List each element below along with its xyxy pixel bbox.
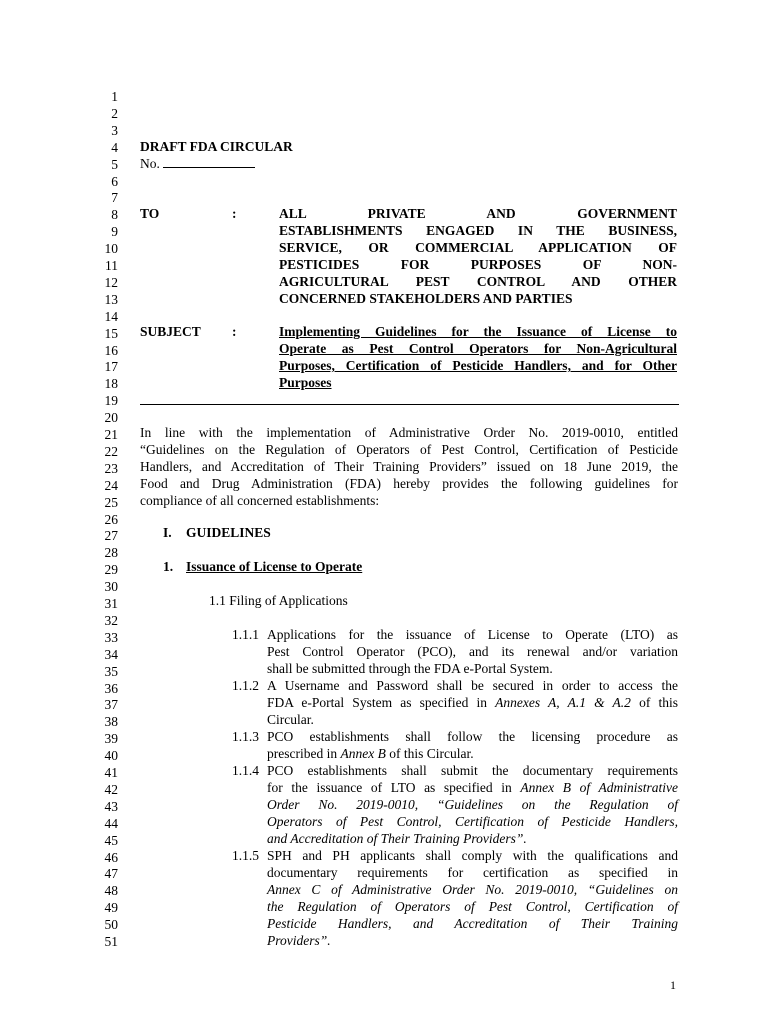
line-number: 10 <box>104 241 118 257</box>
line-number: 44 <box>104 815 118 831</box>
subject-line: Purposes, Certification of Pesticide Handlers, and for Other <box>279 358 677 373</box>
item-line <box>267 694 678 711</box>
intro-line: Handlers, and Accreditation of Their Training Providers” issued on 18 June 2019, the <box>140 459 678 474</box>
item-line: SPH and PH applicants shall comply with the qualifications and <box>267 848 678 863</box>
item-text: of this Circular. <box>385 746 474 761</box>
item-1-1-3-text <box>267 728 678 762</box>
addressee-line: ESTABLISHMENTS ENGAGED IN THE BUSINESS, <box>279 223 677 238</box>
item-line: Operators of Pest Control, Certification of Pesticide Handlers, <box>267 814 678 829</box>
line-number: 14 <box>104 308 118 324</box>
intro-line: “Guidelines on the Regulation of Operators of Pest Control, Certification of Pesticide <box>140 442 678 457</box>
circular-title: DRAFT FDA CIRCULAR <box>140 139 293 154</box>
item-number: 1.1.4 <box>232 763 259 778</box>
item-line: Pesticide Handlers, and Accreditation of Their Training <box>267 916 678 931</box>
item-line: documentary requirements for certification as specified in <box>267 865 678 880</box>
item-line: the Regulation of Operators of Pest Control, Certification of <box>267 899 678 914</box>
item-line: PCO establishments shall follow the licensing procedure as <box>267 729 678 744</box>
line-number: 21 <box>104 427 118 442</box>
item-line: and Accreditation of Their Training Providers”. <box>267 831 527 846</box>
line-number: 28 <box>104 545 118 561</box>
subject-colon: : <box>232 324 237 339</box>
line-number: 26 <box>104 511 118 527</box>
item-line: Circular. <box>267 712 314 727</box>
section-heading: GUIDELINES <box>186 525 271 540</box>
item-line: Order No. 2019-0010, “Guidelines on the Regulation of <box>267 797 678 812</box>
line-number: 13 <box>104 291 118 307</box>
line-number: 40 <box>104 748 118 764</box>
line-number: 34 <box>104 646 118 662</box>
annex-reference: Annex B of Administrative <box>520 780 678 795</box>
line-number: 37 <box>104 697 118 713</box>
line-number: 48 <box>104 883 118 899</box>
circular-number-label: No. <box>140 156 160 171</box>
subject-line: Implementing Guidelines for the Issuance of License to <box>279 324 677 339</box>
subject-label: SUBJECT <box>140 324 201 339</box>
line-number: 8 <box>111 207 118 223</box>
line-number: 5 <box>111 156 118 172</box>
line-number: 35 <box>104 663 118 679</box>
line-number: 24 <box>104 477 118 493</box>
line-number: 23 <box>104 460 118 476</box>
line-number: 50 <box>104 917 118 933</box>
line-number: 41 <box>104 765 118 780</box>
item-1-1-4-text <box>267 762 678 847</box>
line-number: 19 <box>104 393 118 409</box>
line-number: 51 <box>104 934 118 949</box>
line-number: 2 <box>111 105 118 121</box>
line-number: 3 <box>111 122 118 138</box>
circular-number <box>140 155 255 172</box>
intro-line: Food and Drug Administration (FDA) hereby provides the following guidelines for <box>140 476 678 491</box>
item-line: Providers”. <box>267 933 331 948</box>
line-number: 12 <box>104 274 118 290</box>
item-line: PCO establishments shall submit the documentary requirements <box>267 763 678 778</box>
to-colon: : <box>232 206 237 221</box>
line-number: 33 <box>104 629 118 645</box>
line-number: 46 <box>104 849 118 865</box>
item-line: A Username and Password shall be secured in order to access the <box>267 678 678 693</box>
item-line: Applications for the issuance of License to Operate (LTO) as <box>267 627 678 642</box>
annex-reference: Annexes A, A.1 & A.2 <box>495 695 631 710</box>
line-number: 11 <box>105 258 118 273</box>
item-text: of this <box>630 695 678 710</box>
item-line <box>267 779 678 796</box>
item-line: shall be submitted through the FDA e-Portal System. <box>267 661 553 676</box>
line-number: 22 <box>104 443 118 459</box>
item-1-1-2-text <box>267 677 678 728</box>
subject-line: Purposes <box>279 375 332 390</box>
line-number: 43 <box>104 798 118 814</box>
line-number: 27 <box>104 528 118 544</box>
page-number: 1 <box>670 978 676 992</box>
line-number: 15 <box>104 325 118 341</box>
line-number: 6 <box>111 173 118 189</box>
circular-number-blank <box>163 155 255 168</box>
addressee-block <box>279 205 677 307</box>
line-number: 42 <box>104 781 118 797</box>
line-number: 29 <box>104 562 118 578</box>
intro-paragraph <box>140 424 678 509</box>
line-number: 1 <box>111 89 118 104</box>
subject-line: Operate as Pest Control Operators for Non-Agricultural <box>279 341 677 356</box>
line-number: 20 <box>104 410 118 426</box>
line-number: 32 <box>104 612 118 628</box>
to-label: TO <box>140 206 160 221</box>
line-number: 45 <box>104 832 118 848</box>
subsection-heading: Issuance of License to Operate <box>186 559 363 574</box>
subsection-number: 1. <box>163 559 174 574</box>
line-number: 30 <box>104 579 118 595</box>
line-number: 7 <box>111 190 118 206</box>
item-line: Annex C of Administrative Order No. 2019-0010, “Guidelines on <box>267 882 678 897</box>
item-number: 1.1.2 <box>232 678 259 693</box>
line-number: 47 <box>104 866 118 882</box>
intro-line: compliance of all concerned establishments: <box>140 493 380 508</box>
addressee-line: CONCERNED STAKEHOLDERS AND PARTIES <box>279 291 573 306</box>
item-line: Pest Control Operator (PCO), and its renewal and/or variation <box>267 644 678 659</box>
addressee-line: PESTICIDES FOR PURPOSES OF NON- <box>279 257 677 272</box>
line-number: 4 <box>111 139 118 155</box>
item-text: for the issuance of LTO as specified in <box>267 780 521 795</box>
item-number: 1.1.1 <box>232 627 259 642</box>
item-line <box>267 745 678 762</box>
line-number: 49 <box>104 900 118 916</box>
line-number: 9 <box>111 224 118 240</box>
item-1-1-5-text <box>267 847 678 949</box>
item-1-1-1-text <box>267 626 678 677</box>
item-number: 1.1.3 <box>232 729 259 744</box>
item-text: FDA e-Portal System as specified in <box>267 695 496 710</box>
item-number: 1.1.5 <box>232 848 259 863</box>
intro-line: In line with the implementation of Administrative Order No. 2019-0010, entitled <box>140 425 678 440</box>
line-number: 39 <box>104 731 118 747</box>
line-number: 16 <box>104 342 118 358</box>
sub-subsection-heading: 1.1 Filing of Applications <box>209 593 348 608</box>
line-number: 25 <box>104 494 118 510</box>
item-text: prescribed in <box>267 746 341 761</box>
addressee-line: ALL PRIVATE AND GOVERNMENT <box>279 206 677 221</box>
addressee-line: SERVICE, OR COMMERCIAL APPLICATION OF <box>279 240 677 255</box>
line-number: 38 <box>104 714 118 730</box>
subject-block <box>279 323 677 391</box>
annex-reference: Annex B <box>340 746 386 761</box>
line-number: 18 <box>104 376 118 392</box>
line-number: 31 <box>104 596 118 611</box>
line-number: 17 <box>104 359 118 375</box>
section-number: I. <box>163 525 172 540</box>
addressee-line: AGRICULTURAL PEST CONTROL AND OTHER <box>279 274 677 289</box>
header-divider <box>140 404 679 405</box>
line-number: 36 <box>104 680 118 696</box>
